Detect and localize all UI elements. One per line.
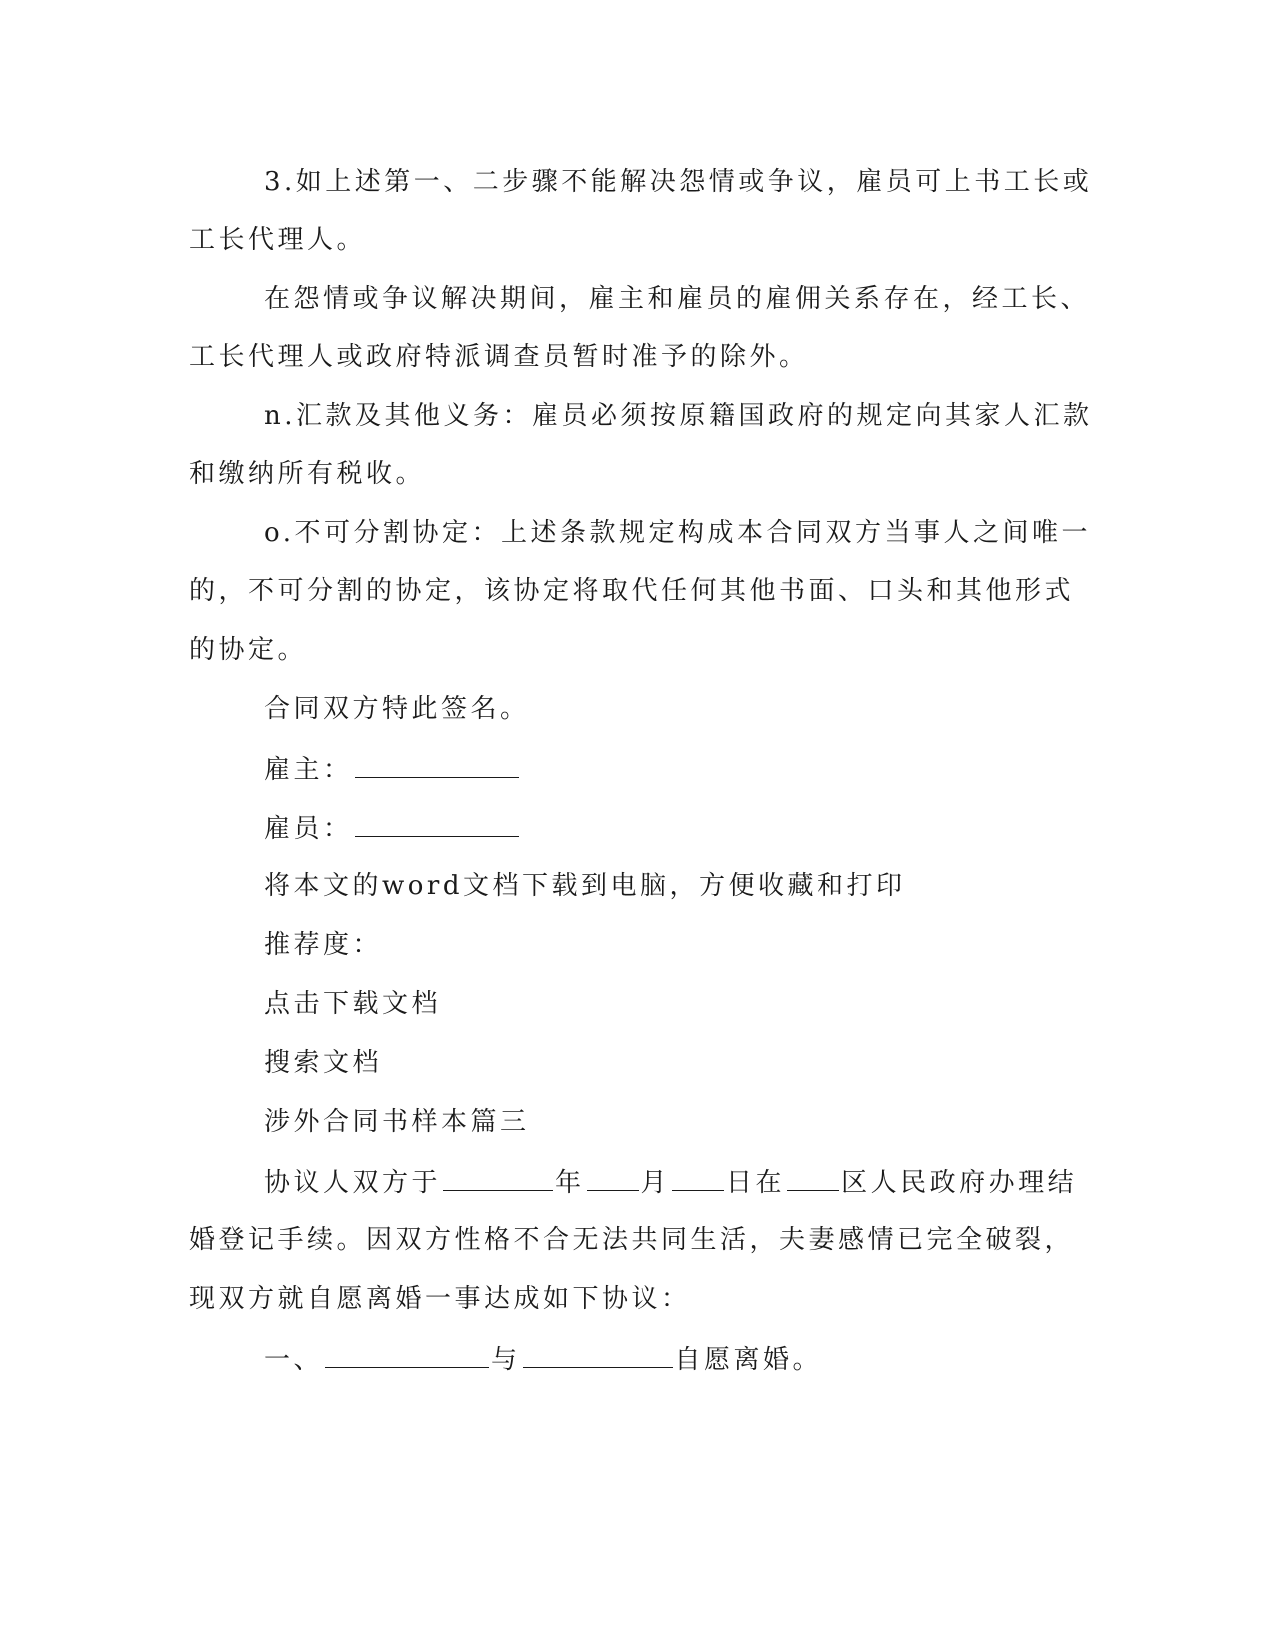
agreement-clause-line-3: 的协定。 bbox=[189, 635, 308, 665]
agreement-seg-1: 协议人双方于 bbox=[264, 1168, 442, 1198]
employer-signature-blank bbox=[355, 751, 519, 778]
party-b-blank bbox=[523, 1341, 673, 1368]
agreement-line-2: 婚登记手续。因双方性格不合无法共同生活，夫妻感情已完全破裂， bbox=[189, 1225, 1075, 1255]
signing-statement: 合同双方特此签名。 bbox=[264, 694, 530, 724]
district-blank bbox=[787, 1164, 839, 1191]
year-blank bbox=[443, 1164, 553, 1191]
remittance-paragraph-line-2: 和缴纳所有税收。 bbox=[189, 459, 426, 489]
download-note: 将本文的word文档下载到电脑，方便收藏和打印 bbox=[264, 871, 906, 901]
agreement-seg-2: 年 bbox=[555, 1168, 585, 1198]
party-a-blank bbox=[325, 1341, 489, 1368]
search-document-link[interactable]: 搜索文档 bbox=[264, 1048, 383, 1078]
clause-1-prefix: 一、 bbox=[264, 1345, 324, 1375]
paragraph-3-line-1: 3.如上述第一、二步骤不能解决怨情或争议，雇员可上书工长或 bbox=[264, 167, 1093, 197]
remittance-paragraph-line-1: n.汇款及其他义务：雇员必须按原籍国政府的规定向其家人汇款 bbox=[264, 401, 1093, 431]
agreement-seg-3: 月 bbox=[640, 1168, 671, 1198]
agreement-line-1 bbox=[264, 1164, 1077, 1200]
section-title: 涉外合同书样本篇三 bbox=[264, 1107, 530, 1137]
month-blank bbox=[587, 1164, 639, 1191]
recommend-label: 推荐度： bbox=[264, 930, 383, 960]
employee-label: 雇员： bbox=[264, 814, 353, 844]
employee-signature-blank bbox=[355, 810, 519, 837]
paragraph-3-line-2: 工长代理人。 bbox=[189, 225, 367, 255]
agreement-line-3: 现双方就自愿离婚一事达成如下协议： bbox=[189, 1284, 691, 1314]
agreement-clause-line-1: o.不可分割协定：上述条款规定构成本合同双方当事人之间唯一 bbox=[264, 518, 1091, 548]
day-blank bbox=[672, 1164, 724, 1191]
agreement-clause-line-2: 的，不可分割的协定，该协定将取代任何其他书面、口头和其他形式 bbox=[189, 576, 1075, 606]
dispute-paragraph-line-1: 在怨情或争议解决期间，雇主和雇员的雇佣关系存在，经工长、 bbox=[264, 284, 1091, 314]
dispute-paragraph-line-2: 工长代理人或政府特派调查员暂时准予的除外。 bbox=[189, 342, 809, 372]
employee-signature-row bbox=[264, 810, 521, 846]
clause-1-suffix: 自愿离婚。 bbox=[674, 1345, 823, 1375]
employer-signature-row bbox=[264, 751, 521, 787]
agreement-seg-5: 区人民政府办理结 bbox=[841, 1168, 1078, 1198]
clause-1-line bbox=[264, 1341, 822, 1377]
employer-label: 雇主： bbox=[264, 755, 353, 785]
clause-1-mid: 与 bbox=[491, 1345, 521, 1375]
download-document-link[interactable]: 点击下载文档 bbox=[264, 989, 442, 1019]
agreement-seg-4: 日在 bbox=[726, 1168, 786, 1198]
